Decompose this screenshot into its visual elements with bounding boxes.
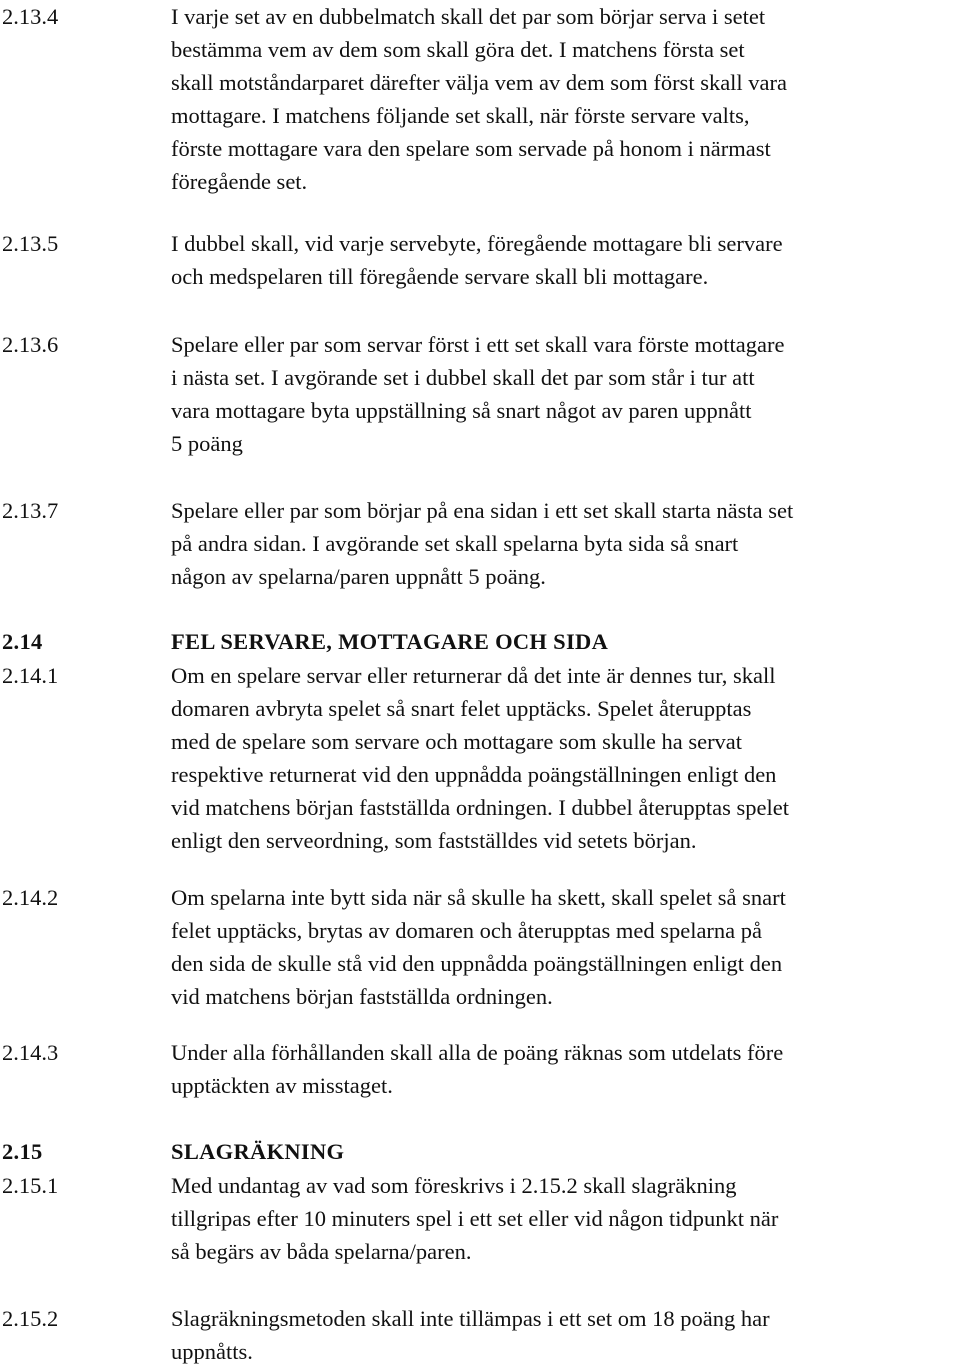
text-line: 5 poäng	[171, 431, 243, 456]
text-line: vid matchens början fastställda ordningen. I dubbel återupptas spelet	[171, 795, 789, 820]
section-number: 2.13.4	[2, 4, 59, 29]
text-line: Spelare eller par som börjar på ena sidan i ett set skall starta nästa set	[171, 498, 794, 523]
heading-number: 2.14	[2, 629, 43, 654]
text-line: Slagräkningsmetoden skall inte tillämpas i ett set om 18 poäng har	[171, 1306, 770, 1331]
text-line: skall motståndarparet därefter välja vem av dem som först skall vara	[171, 70, 788, 95]
section-number: 2.14.2	[2, 885, 59, 910]
text-line: Spelare eller par som servar först i ett set skall vara förste mottagare	[171, 332, 785, 357]
section-text	[171, 881, 957, 1013]
text-line: och medspelaren till föregående servare skall bli mottagare.	[171, 264, 709, 289]
text-line: så begärs av båda spelarna/paren.	[171, 1239, 472, 1264]
text-line: Om en spelare servar eller returnerar då det inte är dennes tur, skall	[171, 663, 776, 688]
text-line: I varje set av en dubbelmatch skall det par som börjar serva i setet	[171, 4, 766, 29]
text-line: mottagare. I matchens följande set skall, när förste servare valts,	[171, 103, 750, 128]
text-line: i nästa set. I avgörande set i dubbel skall det par som står i tur att	[171, 365, 755, 390]
section-number: 2.15.2	[2, 1306, 59, 1331]
text-line: respektive returnerat vid den uppnådda poängställningen enligt den	[171, 762, 777, 787]
text-line: tillgripas efter 10 minuters spel i ett set eller vid någon tidpunkt när	[171, 1206, 779, 1231]
section-text	[171, 659, 957, 857]
section-text	[171, 1302, 957, 1368]
text-line: domaren avbryta spelet så snart felet upptäcks. Spelet återupptas	[171, 696, 752, 721]
text-line: uppnåtts.	[171, 1339, 253, 1364]
section-text	[171, 1169, 957, 1268]
text-line: med de spelare som servare och mottagare som skulle ha servat	[171, 729, 743, 754]
text-line: Med undantag av vad som föreskrivs i 2.15.2 skall slagräkning	[171, 1173, 737, 1198]
text-line: på andra sidan. I avgörande set skall spelarna byta sida så snart	[171, 531, 739, 556]
section-number: 2.14.1	[2, 663, 59, 688]
text-line: Om spelarna inte bytt sida när så skulle ha skett, skall spelet så snart	[171, 885, 786, 910]
text-line: den sida de skulle stå vid den uppnådda poängställningen enligt den	[171, 951, 783, 976]
text-line: vara mottagare byta uppställning så snart något av paren uppnått	[171, 398, 752, 423]
section-number: 2.13.5	[2, 231, 59, 256]
text-line: föregående set.	[171, 169, 308, 194]
section-number: 2.13.7	[2, 498, 59, 523]
text-line: vid matchens början fastställda ordningen.	[171, 984, 553, 1009]
text-line: enligt den serveordning, som fastställdes vid setets början.	[171, 828, 697, 853]
section-text	[171, 328, 957, 460]
text-line: felet upptäcks, brytas av domaren och återupptas med spelarna på	[171, 918, 763, 943]
heading-number: 2.15	[2, 1139, 43, 1164]
section-number: 2.14.3	[2, 1040, 59, 1065]
heading-title: FEL SERVARE, MOTTAGARE OCH SIDA	[171, 629, 609, 654]
section-text	[171, 494, 957, 593]
heading-title: SLAGRÄKNING	[171, 1139, 345, 1164]
text-line: upptäckten av misstaget.	[171, 1073, 393, 1098]
text-line: I dubbel skall, vid varje servebyte, föregående mottagare bli servare	[171, 231, 783, 256]
section-number: 2.13.6	[2, 332, 59, 357]
text-line: bestämma vem av dem som skall göra det. I matchens första set	[171, 37, 745, 62]
section-text	[171, 227, 957, 293]
section-number: 2.15.1	[2, 1173, 59, 1198]
section-text	[171, 0, 957, 198]
text-line: förste mottagare vara den spelare som servade på honom i närmast	[171, 136, 771, 161]
section-text	[171, 1036, 957, 1102]
text-line: Under alla förhållanden skall alla de poäng räknas som utdelats före	[171, 1040, 784, 1065]
text-line: någon av spelarna/paren uppnått 5 poäng.	[171, 564, 546, 589]
